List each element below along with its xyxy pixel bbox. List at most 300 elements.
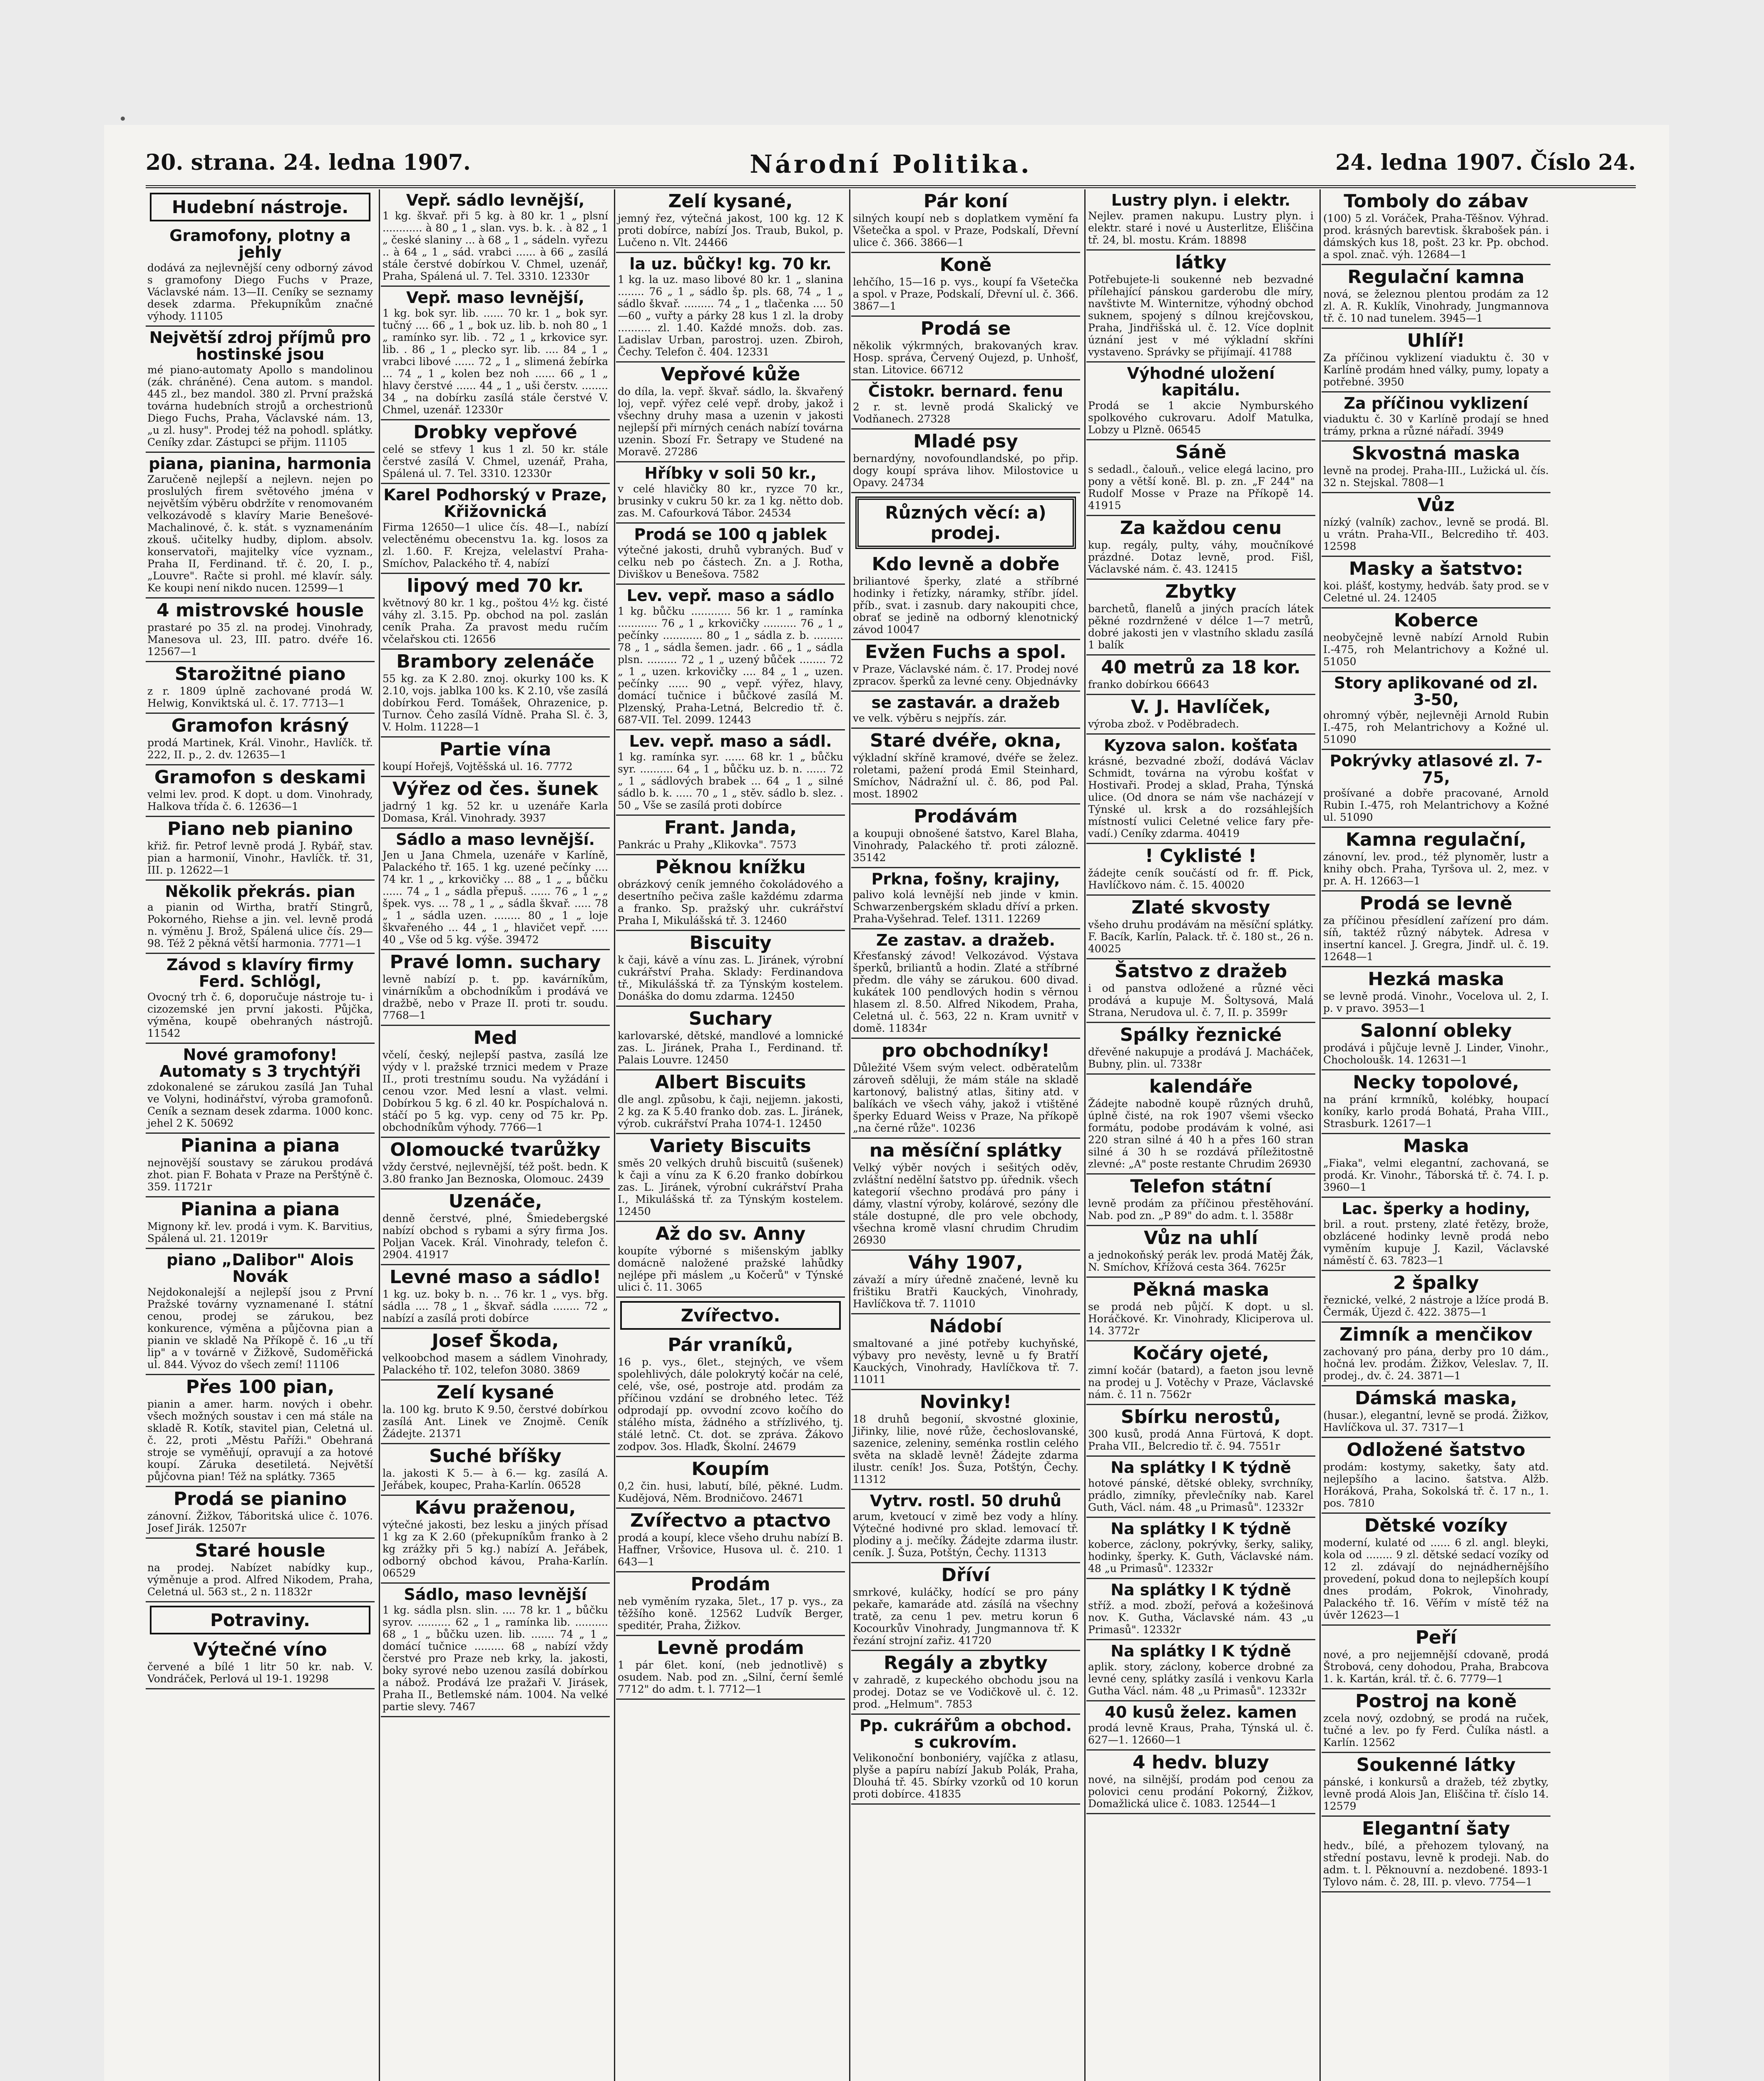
classified-ad xyxy=(851,317,1080,380)
classified-ad xyxy=(1322,442,1550,493)
classified-ad xyxy=(381,1265,610,1329)
header-divider xyxy=(146,185,1636,188)
classified-ad xyxy=(851,805,1080,868)
classified-ad xyxy=(1322,189,1550,265)
ad-headline: na měsíční splátky xyxy=(869,1140,1062,1161)
ad-headline: se zastavár. a dražeb xyxy=(871,693,1060,712)
ad-headline: Staré housle xyxy=(195,1540,325,1561)
ad-text: pianin a amer. harm. nových i obehr. všech možných soustav i cen má stále na skladě R. Kotík, stavitel pian, Celetná ul. č. 22, proti „Městu Paříži." Obehraná stroje se vyměňují, opravují a za hotové koupí. Záruka desetiletá. Největší půjčovna pian! Též na splátky. 7365 xyxy=(147,1398,373,1483)
ad-text: 1 kg. sádla plsn. slin. .... 78 kr. 1 „ bůčku syrov. .......... 62 „ 1 „ ramínka lib. .......... 68 „ 1 „ bůčku uzen. lib. ....... 74 „ 1 „ domácí tučnice ......... 68 „ nabízí vždy čerstvé pro Praze neb krky, la. jakosti, boky syrové nebo uzenou zasílá dobírkou a nábož. Prodává lze pražaři V. Jirásek, Praha II., Betlemské nám. 1004. Na velké partie slevy. 7467 xyxy=(383,1604,608,1713)
ad-text: v zahradě, z kupeckého obchodu jsou na prodej. Dotaz se ve Vodičkově ul. č. 12. prod. „Helmum". 7853 xyxy=(853,1674,1078,1710)
classified-ad xyxy=(146,765,375,817)
classified-ad xyxy=(851,1251,1080,1314)
classified-ad xyxy=(851,1651,1080,1715)
ad-headline: Maska xyxy=(1403,1135,1469,1157)
classified-ad xyxy=(616,585,845,730)
classified-ad xyxy=(1322,265,1550,329)
classified-ad xyxy=(146,1375,375,1487)
ad-headline: Regulační kamna xyxy=(1347,266,1525,288)
classified-ad xyxy=(616,1070,845,1134)
ad-headline: Pianina a piana xyxy=(180,1135,340,1156)
classified-ad xyxy=(1086,735,1315,844)
classified-ad xyxy=(381,650,610,738)
classified-ad xyxy=(851,1139,1080,1251)
ad-headline: Salonní obleky xyxy=(1360,1020,1512,1041)
ad-headline: Pokrývky atlasové zl. 7-75, xyxy=(1329,752,1543,787)
ad-text: výtečné jakosti, druhů vybraných. Buď v celku neb po částech. Zn. a J. Rotha, Diviškov u Benešova. 7582 xyxy=(618,544,843,580)
ad-headline: Biscuity xyxy=(689,932,772,954)
ad-text: nejnovější soustavy se zárukou prodává zhot. pian F. Bohata v Praze na Perštýně č. 359. 11721r xyxy=(147,1157,373,1193)
ad-headline: Přes 100 pian, xyxy=(186,1376,335,1398)
ad-text: Žádejte nabodně koupě různých druhů, úplně čisté, na rok 1907 všemi všecko formátu, podobe prodávám k volné, asi 220 stran silné á 40 h a přes 160 stran silné á 30 h se rozdává příležitostně zlevné: „A" poste restante Chrudim 26930 xyxy=(1088,1098,1314,1170)
classified-ad xyxy=(1322,1514,1550,1626)
column-divider xyxy=(1319,189,1321,2081)
column-divider xyxy=(379,189,380,2081)
classified-ad xyxy=(616,730,845,816)
ad-text: barchetů, flanelů a jiných pracích látek pěkné rozdrnžené v délce 1—7 metrů, dobré jakosti jen v vlastního skladu zasílá 1 balík xyxy=(1088,603,1314,651)
header-right-issue: 24. ledna 1907. Číslo 24. xyxy=(1335,150,1636,175)
classified-ad xyxy=(1086,1405,1315,1457)
classified-ad xyxy=(851,1390,1080,1490)
ad-text: levně nabízí p. t. pp. kavárníkům, vinárníkům a obchodníkům i prodává ve dražbě, nebo v Praze II. proti tr. soudu. 7768—1 xyxy=(383,973,608,1021)
classified-ad xyxy=(146,714,375,765)
ad-text: 1 kg. la uz. maso libové 80 kr. 1 „ slanina ........ 76 „ 1 „ sádlo šp. pls. 68, 74 „ 1 „ sádlo škvař. ......... 74 „ 1 „ tlačenka .... 50—60 „ vuřty a párky 28 kus 1 zl. la droby .......... zl. 1.40. Každé množs. dob. zas. Ladislav Urban, parostroj. uzen. Zbiroh, Čechy. Telefon č. 404. 12331 xyxy=(618,273,843,358)
classified-ad xyxy=(1322,1689,1550,1753)
ad-headline: Story aplikované od zl. 3-50, xyxy=(1334,674,1538,709)
ad-text: 0,2 čin. husi, labutí, bílé, pěkné. Ludm. Kudějová, Něm. Brodničovo. 24671 xyxy=(618,1480,843,1504)
ad-text: viaduktu č. 30 v Karlíně prodají se hned trámy, prkna a různé nářadí. 3949 xyxy=(1323,413,1549,437)
ad-headline: Staré dvéře, okna, xyxy=(870,730,1062,751)
ad-headline: Vepř. maso levnější, xyxy=(406,288,584,307)
ad-headline: Na splátky I K týdně xyxy=(1111,1458,1291,1477)
classified-ad xyxy=(381,1496,610,1584)
classified-ad xyxy=(851,1715,1080,1805)
ad-column-5 xyxy=(1086,189,1315,2081)
ad-headline: Pp. cukrářům a obchod. s cukrovím. xyxy=(859,1716,1072,1751)
ad-headline: Tomboly do zábav xyxy=(1344,191,1528,212)
ad-headline: Gramofon s deskami xyxy=(154,767,366,788)
ad-column-6 xyxy=(1322,189,1550,2081)
ad-text: Prodá se 1 akcie Nymburského spolkového cukrovaru. Adolf Matulka, Lobzy u Plzně. 06545 xyxy=(1088,400,1314,436)
ad-headline: Gramofony, plotny a jehly xyxy=(169,226,351,261)
ad-text: kup. regály, pulty, váhy, moučníkové prázdné. Dotaz levně, prod. Fišl, Václavské nám. č. 43. 12415 xyxy=(1088,539,1314,575)
classified-ad xyxy=(1322,1323,1550,1386)
classified-ad xyxy=(1086,1701,1315,1751)
classified-ad xyxy=(616,1636,845,1700)
ad-headline: Frant. Janda, xyxy=(664,817,797,838)
classified-ad xyxy=(1322,1271,1550,1323)
ad-column-3 xyxy=(616,189,845,2081)
classified-ad xyxy=(146,662,375,714)
classified-ad xyxy=(1322,672,1550,750)
ad-headline: Postroj na koně xyxy=(1355,1691,1517,1712)
classified-ad xyxy=(616,931,845,1007)
ad-text: jadrný 1 kg. 52 kr. u uzenáře Karla Domasa, Král. Vinohrady. 3937 xyxy=(383,800,608,824)
classified-ad xyxy=(851,1039,1080,1139)
ad-text: 1 kg. bůčku ............ 56 kr. 1 „ ramínka ............ 76 „ 1 „ krkovičky .......... 76 „ 1 „ pečínky ............ 80 „ 1 „ sádla z. b. ......... 78 „ 1 „ sádla šemen. jadr. . 66 „ 1 „ sádla plsn. ......... 72 „ 1 „ uzený bůček ........ 72 „ 1 „ uzen. krkovičky .... 84 „ 1 „ uzen. pečínky ...... 90 „ vepř. výřez, hlavy, domácí tučnice i bůčkové zasílá M. Plzenský, Praha-Letná, Belcredio tř. č. 687-VII. Tel. 2099. 12443 xyxy=(618,605,843,726)
ad-text: (100) 5 zl. Voráček, Praha-Těšnov. Výhrad. prod. krásných barevtisk. škrabošek pán. i dámských kus 18, pošt. 23 kr. Pp. obchod. a spol. znač. výh. 12684—1 xyxy=(1323,212,1549,261)
scan-speck xyxy=(121,117,125,121)
classified-ad xyxy=(1086,695,1315,735)
ad-headline: Pár vraníků, xyxy=(668,1334,793,1356)
classified-ad xyxy=(616,462,845,524)
classified-ad xyxy=(146,1249,375,1375)
ad-text: briliantové šperky, zlaté a stříbrné hodinky i řetízky, náramky, stříbr. jídel. příb., svat. i zasnub. dary nakoupiti chce, obrať se jedině na odborný klenotnický závod 10047 xyxy=(853,575,1078,636)
ad-headline: Hříbky v soli 50 kr., xyxy=(644,464,817,482)
ad-headline: lipový med 70 kr. xyxy=(407,575,584,596)
classified-ad xyxy=(851,430,1080,493)
ad-text: 1 kg. bok syr. lib. ...... 70 kr. 1 „ bok syr. tučný .... 66 „ 1 „ bok uz. lib. b. noh 80 „ 1 „ ramínko syr. lib. . 72 „ 1 „ krkovice syr. lib. . 86 „ 1 „ plecko syr. lib. .... 84 „ 1 „ vrabci libové ...... 72 „ 1 „ slimená žebírka ... 74 „ 1 „ kolen bez noh ...... 66 „ 1 „ hlavy čerstvé ...... 44 „ 1 „ uši čerstv. ........ 34 „ na dobírku zasílá stále čerstvé V. Chmel, uzenář. 12330r xyxy=(383,307,608,416)
ad-text: v celé hlavičky 80 kr., ryzce 70 kr., brusinky v cukru 50 kr. za 1 kg. nětto dob. zas. M. Cafourková Tábor. 24534 xyxy=(618,483,843,519)
classified-ad xyxy=(1086,1226,1315,1278)
classified-ad xyxy=(1086,516,1315,580)
ad-text: dodává za nejlevnější ceny odborný závod s gramofony Diego Fuchs v Praze, Václavské nám. 13—II. Ceníky se seznamy desek zdarma. Překupníkům značné výhody. 11105 xyxy=(147,262,373,322)
classified-ad xyxy=(146,1197,375,1249)
ad-headline: pro obchodníky! xyxy=(881,1040,1050,1061)
ad-headline: Čistokr. bernard. fenu xyxy=(868,382,1063,400)
ad-text: se levně prodá. Vinohr., Vocelova ul. 2, I. p. v pravo. 3953—1 xyxy=(1323,990,1549,1014)
ad-text: k čaji, kávě a vínu zas. L. Jiránek, výrobní cukrářství Praha. Sklady: Ferdinandova tř., Mikulášská tř. za Týnským kostelem. Donáška do domu zdarma. 12450 xyxy=(618,954,843,1002)
classified-ad xyxy=(146,598,375,662)
ad-headline: Koupím xyxy=(691,1458,770,1480)
ad-column-1 xyxy=(146,189,375,2081)
ad-text: Zaručeně nejlepší a nejlevn. nejen po proslulých firem světového jména v největším výběru obdržíte v renomovaném velkozávodě s klavíry Marie Benešové-Machalinové, č. k. stát. s vyznamenáním zkouš. učitelky hudby, diplom. absolv. konservatoři, majitelky více vyznam., Praha II, Ferdinand. tř. č. 20, I. p., „Louvre". Račte si prohl. mé klavír. sály. Ke koupi není nikdo nucen. 12599—1 xyxy=(147,473,373,594)
ad-headline: Výhodné uložení kapitálu. xyxy=(1127,364,1275,399)
ad-headline: Zbytky xyxy=(1165,581,1237,602)
classified-ad xyxy=(146,1134,375,1197)
ad-text: vždy čerstvé, nejlevnější, též pošt. bedn. K 3.80 franko Jan Beznoska, Olomouc. 2439 xyxy=(383,1161,608,1185)
ad-headline: látky xyxy=(1175,252,1227,273)
ad-headline: Olomoucké tvarůžky xyxy=(390,1139,601,1160)
ad-headline: Sáně xyxy=(1175,442,1227,463)
ad-text: Důležité Všem svým velect. odběratelům zároveň sděluji, že mám stále na skladě kartonový, balistný atlas, šitiny atd. v balíkách ve všech váhy, jakož i vtištěné šperky Eduard Weiss v Praze, Na příkopě „na černé růže". 10236 xyxy=(853,1062,1078,1134)
ad-text: denně čerstvé, plné, Šmiedebergské nabízí obchod s rybami a sýry firma Jos. Poljan Vacek. Král. Vinohrady, telefon č. 2904. 41917 xyxy=(383,1212,608,1261)
classified-ad xyxy=(1086,656,1315,695)
ad-text: krásné, bezvadné zboží, dodává Václav Schmidt, továrna na výrobu košťat v Hostivaři. Prodej a sklad, Praha, Týnská ulice. (Od dnora se nám vše nacházejí v Týnské ul. krsk a do rozsáhlejších místností vulici Celetné velice fary pře-vadí.) Ceníky zdarma. 40419 xyxy=(1088,755,1314,839)
classified-ad xyxy=(381,950,610,1026)
ad-headline: Sádlo a maso levnější. xyxy=(395,830,595,849)
ad-headline: Koberce xyxy=(1394,610,1478,631)
ad-headline: piana, pianina, harmonia xyxy=(149,454,372,473)
ad-headline: Na splátky I K týdně xyxy=(1111,1581,1291,1599)
ad-text: zánovní. Žižkov, Táboritská ulice č. 1076. Josef Jirák. 12507r xyxy=(147,1510,373,1534)
ad-headline: piano „Dalibor" Alois Novák xyxy=(166,1251,354,1286)
classified-ad xyxy=(851,380,1080,430)
ad-headline: Med xyxy=(473,1027,517,1048)
ad-headline: Prodá se 100 q jablek xyxy=(634,525,827,544)
ad-headline: Lac. šperky a hodiny, xyxy=(1342,1199,1530,1218)
ad-headline: Několik překrás. pian xyxy=(165,882,355,901)
ad-text: výroba zbož. v Poděbradech. xyxy=(1088,718,1239,730)
classified-ad xyxy=(616,1222,845,1298)
ad-text: nová, se železnou plentou prodám za 12 zl. A. R. Kuklík, Vinohrady, Jungmannova tř. č. 10 nad tunelem. 3945—1 xyxy=(1323,288,1549,324)
classified-ad xyxy=(1322,493,1550,557)
ad-text: se prodá neb půjčí. K dopt. u sl. Horáčkové. Kr. Vinohrady, Kliciperova ul. 14. 3772r xyxy=(1088,1301,1314,1337)
classified-ad xyxy=(851,552,1080,640)
ad-text: 300 kusů, prodá Anna Fürtová, K dopt. Praha VII., Belcredio tř. č. 94. 7551r xyxy=(1088,1428,1314,1452)
classified-ad xyxy=(1322,828,1550,892)
ad-headline: Levně prodám xyxy=(657,1637,804,1659)
classified-ad xyxy=(851,692,1080,729)
ad-text: 1 kg. uz. boky b. n. .. 76 kr. 1 „ vys. břg. sádla .... 78 „ 1 „ škvař. sádla ........ 72 „ nabízí a zasílá proti dobírce xyxy=(383,1288,608,1324)
ad-text: prodá levně Kraus, Praha, Týnská ul. č. 627—1. 12660—1 xyxy=(1088,1722,1314,1746)
ad-headline: Regály a zbytky xyxy=(884,1652,1048,1674)
ad-text: 1 pár 6let. koní, (neb jednotlivě) s osudem. Nab. pod zn. „Silní, černí šemlé 7712" do adm. t. l. 7712—1 xyxy=(618,1659,843,1695)
ad-text: výtečné jakosti, bez lesku a jiných přísad 1 kg za K 2.60 (překupníkům franko à 2 kg zrážky při 5 kg.) nabízí A. Jeřábek, odborný obchod kávou, Praha-Karlín. 06529 xyxy=(383,1519,608,1579)
classified-ad xyxy=(1086,1278,1315,1341)
ad-headline: Prkna, fošny, krajiny, xyxy=(871,870,1060,888)
ad-text: na prání krmníků, kolébky, houpací koníky, karlo prodá Bohatá, Praha VIII., Strasburk. 12617—1 xyxy=(1323,1093,1549,1130)
ad-text: koupíte výborné s mišenským jablky domácně naložené pražské lahůdky nejlépe při máslem „u Kočerů" v Týnské ulici č. 11. 3065 xyxy=(618,1245,843,1293)
ad-text: „Fiaka", velmi elegantní, zachovaná, se prodá. Kr. Vinohr., Táborská tř. č. 74. I. p. 3960—1 xyxy=(1323,1157,1549,1193)
ad-text: smrkové, kuláčky, hodící se pro pány pekaře, kamaráde atd. zásílá na všechny tratě, za cenu 1 pev. metru korun 6 Kocourkův Vinohrady, Jungmannova tř. K řezání strojní zařiz. 41720 xyxy=(853,1586,1078,1646)
ad-text: a jednokoňský perák lev. prodá Matěj Žák, N. Smíchov, Křížová cesta 364. 7625r xyxy=(1088,1249,1314,1273)
ad-text: Jen u Jana Chmela, uzenáře v Karlíně, Palackého tř. 165. 1 kg. uzené pečínky .... 74 kr. 1 „ „ krkovičky ... 88 „ 1 „ „ bůčku ...... 74 „ 1 „ sádla přepuš. ...... 76 „ 1 „ „ špek. vys. ... 78 „ 1 „ „ sádla škvař. ..... 78 „ 1 „ sádla uzen. ........ 80 „ 1 „ loje škvařeného ... 44 „ 1 „ hlavičet vepř. ..... 40 „ Vše od 5 kg. výše. 39472 xyxy=(383,849,608,946)
classified-ad xyxy=(381,1444,610,1496)
ad-headline: 4 hedv. bluzy xyxy=(1133,1752,1269,1773)
ad-text: obrázkový ceník jemného čokoládového a desertního pečiva zašle každému zdarma a franko. Sp. pražský uhr. cukrářství Praha I, Mikulášská tř. 3. 12460 xyxy=(618,878,843,926)
classified-ad xyxy=(1086,1341,1315,1405)
ad-headline: Za každou cenu xyxy=(1120,517,1282,539)
ad-text: 18 druhů begonií, skvostné gloxinie, Jiřinky, lilie, nové růže, čechoslovanské, sazenice, zeleniny, seménka rostlin celého světa na skladě levně! Žádejte zdarma ilustr. ceník! Jos. Šuza, Potštýn, Čechy. 11312 xyxy=(853,1413,1078,1485)
ad-text: Nejlev. pramen nakupu. Lustry plyn. i elektr. staré i nové u Austerlitze, Eliščina tř. 24, bl. mostu. Krám. 18898 xyxy=(1088,210,1314,246)
ad-text: s sedadl., čalouň., velice elegá lacino, pro pony a větší koně. Bl. p. zn. „F 244" na Rudolf Mosse v Praze na Příkopě 14. 41915 xyxy=(1088,463,1314,512)
classified-ad xyxy=(1322,392,1550,442)
ad-text: 1 kg. škvař. při 5 kg. à 80 kr. 1 „ plsní ............ à 80 „ 1 „ slan. vys. b. k. . à 82 „ 1 „ české slaniny ... à 68 „ 1 „ sádeln. vyřezu .. à 64 „ 1 „ sád. vrabci ...... à 66 „ zasílá stále čerstvé dobírkou V. Chmel, uzenář, Praha, Spálená ul. 7. Tel. 3310. 12330r xyxy=(383,210,608,282)
ad-text: 2 r. st. levně prodá Skalický ve Vodňanech. 27328 xyxy=(853,401,1078,425)
ad-text: velmi lev. prod. K dopt. u dom. Vinohrady, Halkova třída č. 6. 12636—1 xyxy=(147,788,373,812)
ad-text: všeho druhu prodávám na měsíční splátky. F. Bacík, Karlín, Palack. tř. č. 180 st., 26 n. 40025 xyxy=(1088,919,1314,955)
ad-headline: Levné maso a sádlo! xyxy=(389,1266,601,1288)
ad-headline: Zelí kysané, xyxy=(668,191,793,212)
classified-ad xyxy=(851,640,1080,692)
ad-headline: Nové gramofony! Automaty s 3 trychtýři xyxy=(159,1045,361,1080)
classified-ad xyxy=(616,1134,845,1222)
ad-headline: ! Cyklisté ! xyxy=(1145,845,1257,867)
ad-text: květnový 80 kr. 1 kg., poštou 4½ kg. čisté váhy zl. 3.15. Pp. obchod na pol. zaslán ceník Praha. Za pravost medu ručím včelařskou cti. 12656 xyxy=(383,597,608,645)
ad-text: včelí, český, nejlepší pastva, zasílá lze výdy v l. pražské trznici medem v Praze II., proti trestnímu soudu. Na vyžádání i cenou vzor. Med lesní a vlast. velmi. Dobírkou 5 kg. 6 zl. 40 kr. Pospíchalová n. stáčí po 5 kg. vyp. ceny od 75 kr. Pp. obchodníkům výhody. 7766—1 xyxy=(383,1049,608,1133)
classified-ad xyxy=(381,1189,610,1265)
classified-ad xyxy=(1086,189,1315,251)
ad-headline: Dříví xyxy=(941,1564,990,1586)
ad-text: stříž. a mod. zboží, peřová a kožešinová nov. K. Gutha, Václavské nám. 43 „u Primasů". 12332r xyxy=(1088,1599,1314,1636)
classified-ad xyxy=(381,1381,610,1444)
ad-headline: 40 kusů želez. kamen xyxy=(1105,1703,1297,1721)
ad-headline: Peří xyxy=(1415,1627,1457,1648)
classified-ad xyxy=(381,1138,610,1189)
ad-text: nové, a pro nejjemnější cdovaně, prodá Štrobová, ceny dohodou, Praha, Brabcova 1. k. Kartán, král. tř. č. 6. 7779—1 xyxy=(1323,1649,1549,1685)
classified-ad xyxy=(381,1026,610,1138)
section-heading: Různých věcí: a) prodej. xyxy=(855,497,1076,549)
classified-ad xyxy=(1322,1134,1550,1198)
classified-ad xyxy=(1322,1753,1550,1817)
ad-text: Nejdokonalejší a nejlepší jsou z První Pražské továrny vyznamenané I. státní cenou, prodej se zárukou, bez konkurence, výměna a půjčovna pian a pianin ve skladě Na Příkopě č. 16 „u tří lip" a v továrně v Žižkově, Sudoměřická ul. 844. Vývoz do všech zemí! 11106 xyxy=(147,1286,373,1371)
ad-headline: Výtečné víno xyxy=(193,1639,327,1660)
classified-ad xyxy=(851,1314,1080,1390)
classified-ad xyxy=(616,363,845,462)
ad-text: palivo kolá levnější neb jinde v kmin. Schwarzenbergském skladu dříví a prken. Praha-Vyšehrad. Telef. 1311. 12269 xyxy=(853,889,1078,925)
ad-text: Velký výběr nových i sešitých oděv, zvláštní nedělní šatstvo pp. úřednik. všech kategorií všechno prodává pro pány i dámy, vlastní výroby, kolárové, sezóny dle stále dostupné, dle pro vele obchody, všechna kromě vlasní chrudim Chrudim 26930 xyxy=(853,1162,1078,1246)
ad-text: hotové pánské, dětské obleky, svrchníky, prádlo, zimníky, převlečníky nab. Karel Guth, Václ. nám. 48 „u Primasů". 12332r xyxy=(1088,1477,1314,1513)
classified-ad xyxy=(851,253,1080,317)
classified-ad xyxy=(146,225,375,327)
classified-ad xyxy=(146,1487,375,1539)
classified-ad xyxy=(381,777,610,829)
classified-ad xyxy=(146,1638,375,1689)
classified-ad xyxy=(1322,1070,1550,1134)
ad-text: levně na prodej. Praha-III., Lužická ul. čís. 32 n. Stejskal. 7808—1 xyxy=(1323,464,1549,489)
classified-ad xyxy=(851,1490,1080,1563)
ad-text: lehčího, 15—16 p. vys., koupí fa Všetečka a spol. v Praze, Podskalí, Dřevní ul. č. 366. 3867—1 xyxy=(853,276,1078,312)
ad-headline: Pianina a piana xyxy=(180,1199,340,1220)
classified-ad xyxy=(1086,251,1315,363)
ad-headline: Spálky řeznické xyxy=(1120,1024,1282,1045)
ad-headline: Zelí kysané xyxy=(436,1382,554,1403)
classified-ad xyxy=(851,929,1080,1039)
ad-text: aplik. story, záclony, koberce drobné za levné ceny, splátky zasílá i venkovu Karla Gutha Václ. nám. 48 „u Primasů". 12332r xyxy=(1088,1661,1314,1697)
classified-ad xyxy=(1322,1386,1550,1438)
ad-text: velkoobchod masem a sádlem Vinohrady, Palackého tř. 102, telefon 3080. 3869 xyxy=(383,1352,608,1376)
ad-headline: Telefon státní xyxy=(1130,1176,1272,1197)
ad-headline: Závod s klavíry firmy Ferd. Schlögl, xyxy=(166,956,354,991)
classified-ad xyxy=(616,855,845,931)
classified-ad xyxy=(1322,1198,1550,1271)
classified-ad xyxy=(616,1572,845,1636)
classified-ad xyxy=(1322,1626,1550,1689)
ad-text: Potřebujete-li soukenné neb bezvadné přílehající pánskou garderobu dle míry, navštivte M. Winternitze, výhodný obchod suknem, spojený s dílnou krejčovskou, Praha, Jindřišská ul. č. 12. Více doplnit úznání jest v mé výkladní skříni vystaveno. Správky se přijímají. 41788 xyxy=(1088,273,1314,358)
classified-ad xyxy=(1086,1075,1315,1175)
ad-headline: Pravé lomn. suchary xyxy=(390,951,601,973)
classified-ad xyxy=(851,189,1080,253)
ad-headline: Elegantní šaty xyxy=(1362,1818,1510,1839)
classified-ad xyxy=(1086,363,1315,440)
classified-ad xyxy=(1086,896,1315,959)
classified-ad xyxy=(146,327,375,453)
classified-ad xyxy=(1322,1438,1550,1514)
ad-headline: Lev. vepř. maso a sádlo xyxy=(626,586,835,605)
ad-headline: Evžen Fuchs a spol. xyxy=(865,641,1066,663)
classified-ad xyxy=(381,574,610,650)
ad-text: neb vyměním ryzaka, 5let., 17 p. vys., za těžšího koně. 12562 Ludvík Berger, speditér, Praha, Žižkov. xyxy=(618,1595,843,1632)
classified-ad xyxy=(851,729,1080,805)
ad-headline: Dámská maska, xyxy=(1355,1388,1517,1409)
classified-ad xyxy=(1086,1023,1315,1075)
ad-headline: Novinky! xyxy=(919,1391,1012,1413)
page-header xyxy=(146,150,1636,183)
ad-headline: Soukenné látky xyxy=(1356,1754,1516,1776)
ad-headline: 2 špalky xyxy=(1393,1272,1479,1294)
classified-ad xyxy=(381,484,610,574)
ad-text: celé se stfevy 1 kus 1 zl. 50 kr. stále čerstvé zasílá V. Chmel, uzenář, Praha, Spálená ul. 7. Tel. 3310. 12330r xyxy=(383,443,608,479)
ad-headline: Kdo levně a dobře xyxy=(872,554,1060,575)
ad-headline: Zimník a menčikov xyxy=(1339,1324,1533,1345)
ad-text: a pianin od Wirtha, bratří Stingrů, Pokorného, Riehse a jin. vel. levně prodá n. výměnu J. Brož, Spálená ulice čís. 29—98. Též 2 pěkná větší harmonia. 7771—1 xyxy=(147,901,373,949)
classified-ad xyxy=(616,1007,845,1070)
classified-ad xyxy=(381,1329,610,1381)
classified-ad xyxy=(1086,844,1315,896)
ad-text: prodá Martinek, Král. Vinohr., Havlíčk. tř. 222, II. p., 2. dv. 12635—1 xyxy=(147,737,373,761)
ad-text: Ovocný trh č. 6, doporučuje nástroje tu- i cizozemské jen první jakosti. Půjčka, výměna, koupě obehraných nástrojů. 11542 xyxy=(147,991,373,1039)
ad-text: franko dobírkou 66643 xyxy=(1088,678,1210,690)
ad-headline: Váhy 1907, xyxy=(908,1252,1023,1273)
ad-text: zachovaný pro pána, derby pro 10 dám., hočná lev. prodám. Žižkov, Veleslav. 7, II. prodej., dv. č. 24. 3871—1 xyxy=(1323,1346,1549,1382)
ad-headline: Pěkná maska xyxy=(1132,1279,1270,1300)
ad-text: Velikonoční bonboniéry, vajíčka z atlasu, plyše a papíru nabízí Jakub Polák, Praha, Dlouhá tř. 45. Sbírky vzorků od 10 korun proti dobírce. 41835 xyxy=(853,1752,1078,1800)
classified-ad xyxy=(1322,967,1550,1019)
ad-text: la. 100 kg. bruto K 9.50, čerstvé dobírkou zasílá Ant. Linek ve Znojmě. Ceník Žádejte. 21371 xyxy=(383,1403,608,1440)
ad-text: žádejte ceník součástí od fr. ff. Pick, Havlíčkovo nám. č. 15. 40020 xyxy=(1088,867,1314,891)
ad-text: bernardýny, novofoundlandské, po přip. dogy koupí správa lihov. Milostovice u Opavy. 24734 xyxy=(853,452,1078,489)
ad-text: několik výkrmných, brakovaných krav. Hosp. správa, Červený Oujezd, p. Unhošť, stan. Litovice. 66712 xyxy=(853,340,1078,376)
ad-headline: Koně xyxy=(939,254,992,276)
ad-headline: Prodá se xyxy=(920,318,1011,339)
column-divider xyxy=(1084,189,1086,2081)
ad-headline: Až do sv. Anny xyxy=(655,1223,806,1244)
classified-ad xyxy=(146,453,375,598)
ad-headline: Největší zdroj příjmů pro hostinské jsou xyxy=(149,328,371,363)
ad-headline: Piano neb pianino xyxy=(167,818,353,839)
classified-ad xyxy=(616,253,845,363)
ad-text: do díla, la. vepř. škvař. sádlo, la. škvařený loj, vepř. výřez celé vepř. droby, jakož i všechny druhy masa a uzenin v jakosti nejlepší při mírných cenách nabízí továrna uzenin. Sbozí Fr. Šetrapy ve Studené na Moravě. 27286 xyxy=(618,385,843,458)
ad-text: smaltované a jiné potřeby kuchyňské, výbavy pro nevěsty, levně u fy Bratří Kauckých, Vinohrady, Havlíčkova tř. 7. 11011 xyxy=(853,1337,1078,1386)
ad-headline: Nádobí xyxy=(929,1316,1002,1337)
ad-headline: Lustry plyn. i elektr. xyxy=(1111,191,1291,209)
section-heading: Zvířectvo. xyxy=(620,1301,841,1330)
classified-ad xyxy=(616,189,845,253)
ad-headline: Kyzova salon. košťata xyxy=(1103,736,1298,755)
ad-headline: Albert Biscuits xyxy=(655,1072,806,1093)
ad-text: a koupuji obnošené šatstvo, Karel Blaha, Vinohrady, Palackého tř. proti zálozně. 35142 xyxy=(853,827,1078,864)
classified-ad xyxy=(1086,1751,1315,1814)
ad-text: 55 kg. za K 2.80. znoj. okurky 100 ks. K 2.10, vojs. jablka 100 ks. K 2.10, vše zasílá dobírkou Ferd. Tomášek, Ohrazenice, p. Turnov. Čeho zasílá Vídně. Praha Sl. č. 3, V. Holm. 11228—1 xyxy=(383,673,608,733)
ad-headline: Sbírku nerostů, xyxy=(1121,1406,1281,1428)
ad-text: arum, kvetoucí v zimě bez vody a hlíny. Výtečné hodivné pro sklad. lemovací tř. plodiny a j. mečíky. Žádejte zdarma ilustr. ceník. J. Šuza, Potštýn, Čechy. 11313 xyxy=(853,1510,1078,1559)
ad-headline: Hezká maska xyxy=(1368,968,1504,990)
ad-text: prodává i půjčuje levně J. Linder, Vinohr., Chocholoušk. 14. 12631—1 xyxy=(1323,1042,1549,1066)
ad-text: ohromný výběr, nejlevněji Arnold Rubin I.-475, roh Melantrichovy a Kožné ul. 51090 xyxy=(1323,709,1549,745)
ad-headline: Sádlo, maso levnější xyxy=(404,1585,587,1604)
classified-ad xyxy=(146,1044,375,1134)
classified-ad xyxy=(1086,1175,1315,1226)
ad-text: levně prodám za příčinou přestěhování. Nab. pod zn. „P 89" do adm. t. l. 3588r xyxy=(1088,1197,1314,1222)
ad-text: v Praze, Václavské nám. č. 17. Prodej nové zpracov. šperků za levné ceny. Objednávky xyxy=(853,663,1078,687)
header-left-date: 20. strana. 24. ledna 1907. xyxy=(146,150,471,175)
ad-text: výkladní skříně kramové, dvéře se želez. roletami, pažení prodá Emil Steinhard, Smíchov, Nádražní ul. č. 86, pod Pal. most. 18902 xyxy=(853,752,1078,800)
ad-text: zánovní, lev. prod., též plynoměr, lustr a knihy obch. Praha, Tyršova ul. 2, mez. v pr. A. H. 12663—1 xyxy=(1323,851,1549,887)
ad-text: zdokonalené se zárukou zasílá Jan Tuhal ve Volyni, hodinářství, výroba gramofonů. Ceník a seznam desek zdarma. 1000 konc. jehel 2 K. 50692 xyxy=(147,1081,373,1129)
ad-text: 1 kg. ramínka syr. ...... 68 kr. 1 „ bůčku syr. .......... 64 „ 1 „ bůčku uz. b. n. ...... 72 „ 1 „ sádlových brabek ... 64 „ 1 „ silné sádlo b. k. ..... 70 „ 1 „ stěv. sádlo b. slez. . 50 „ Vše se zasílá proti dobírce xyxy=(618,751,843,811)
masthead-title: Národní Politika. xyxy=(750,150,1032,179)
ad-text: jemný řez, výtečná jakost, 100 kg. 12 K proti dobírce, nabízí Jos. Traub, Bukol, p. Lučeno n. Vlt. 24466 xyxy=(618,212,843,248)
ad-headline: Kamna regulační, xyxy=(1345,829,1527,850)
classified-ad xyxy=(146,881,375,954)
ad-headline: Suchary xyxy=(688,1008,773,1029)
column-divider xyxy=(849,189,850,2081)
ad-text: pánské, i konkursů a dražeb, též zbytky, levně prodá Alois Jan, Eliščina tř. číslo 14. 12579 xyxy=(1323,1776,1549,1812)
classified-ad xyxy=(381,829,610,950)
classified-ad xyxy=(616,524,845,585)
ad-headline: Partie vína xyxy=(439,739,552,760)
ad-headline: la uz. bůčky! kg. 70 kr. xyxy=(629,255,832,273)
ad-headline: Prodávám xyxy=(914,806,1018,827)
ad-headline: Vytrv. rostl. 50 druhů xyxy=(870,1492,1061,1510)
classified-ad xyxy=(1086,1579,1315,1640)
classified-ad xyxy=(1086,1518,1315,1579)
ad-headline: 4 mistrovské housle xyxy=(156,600,364,621)
ad-headline: Odložené šatstvo xyxy=(1347,1439,1525,1460)
ad-headline: Na splátky I K týdně xyxy=(1111,1642,1291,1660)
classified-ad xyxy=(1322,750,1550,828)
